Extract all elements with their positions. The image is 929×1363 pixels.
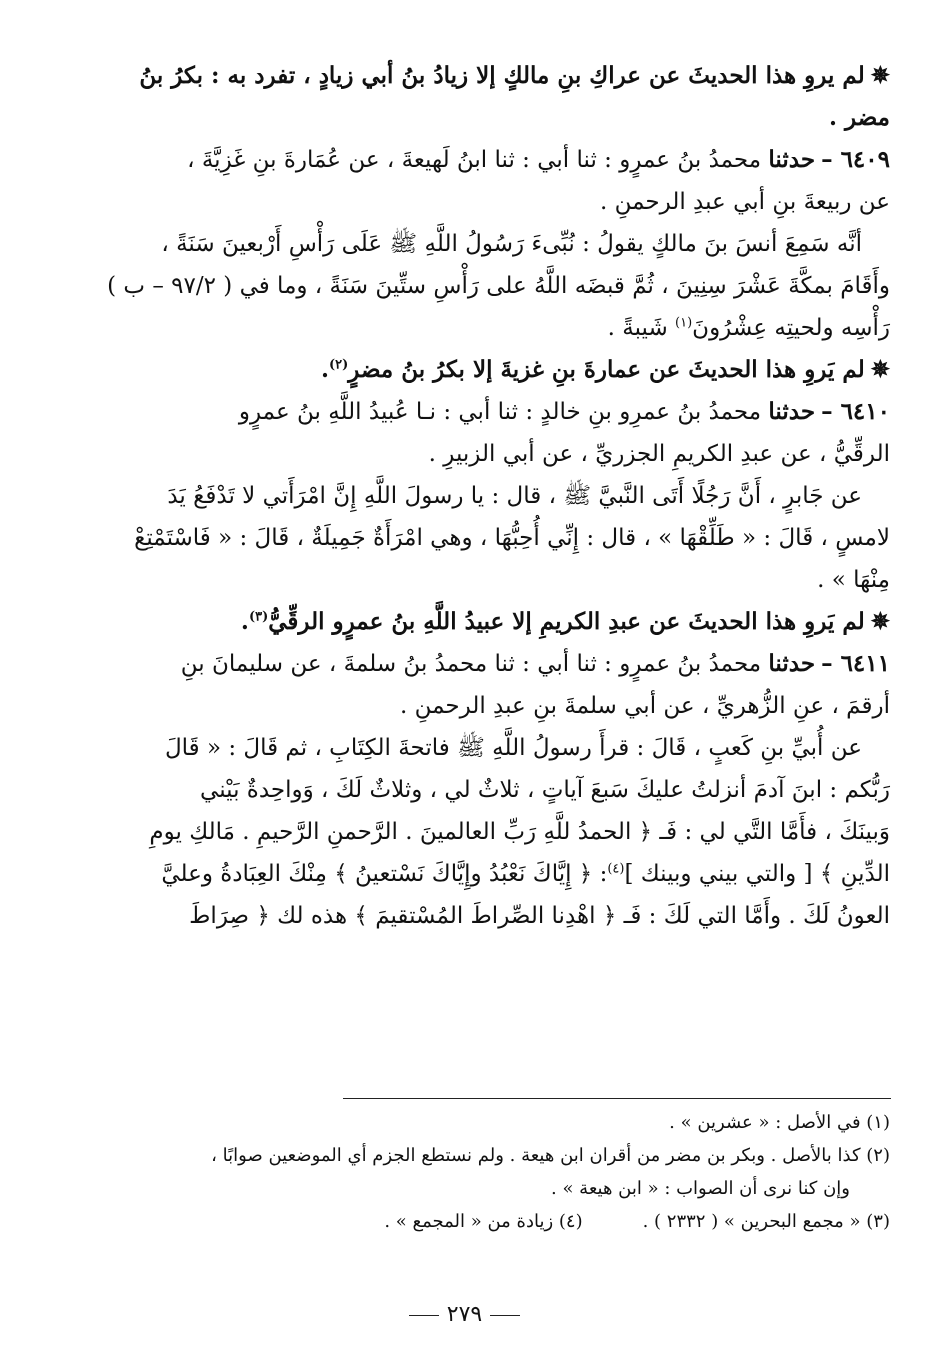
isnad-text: محمدُ بنُ عمرٍو : ثنا أبي : ثنا ابنُ لَهيعةَ ، عن عُمَارةَ بنِ غَزِيَّةَ ،: [187, 147, 762, 173]
footnote-ref: (٣): [248, 609, 269, 625]
editorial-note-3: [50, 604, 890, 640]
dash-left: [490, 1315, 520, 1316]
hadith-6410-matn-1: عن جَابرٍ ، أَنَّ رَجُلًا أَتَى النَّبيَّ ﷺ ، قال : يا رسولَ اللَّهِ إِنَّ امْرَأَتي لا تَدْفَعُ يَدَ: [167, 483, 862, 509]
hadith-number: ٦٤١١ –: [821, 650, 890, 677]
hadith-6409-matn-1: أنَّه سَمِعَ أنسَ بنَ مالكٍ يقولُ : نُبِّىءَ رَسُولُ اللَّهِ ﷺ عَلَى رَأْسِ أَرْبعينَ سَنَةً ،: [161, 231, 862, 257]
page-number-text: ٢٧٩: [446, 1302, 483, 1327]
note-end: .: [240, 608, 249, 635]
hadith-6411-isnad-cont: أرقمَ ، عنِ الزُّهريِّ ، عن أبي سلمةَ بنِ عبدِ الرحمنِ .: [400, 693, 890, 719]
narration-word: حدثنا: [768, 146, 816, 173]
hadith-6409-isnad: [50, 142, 890, 178]
footnote-4: (٤) زيادة من « المجمع » .: [384, 1211, 583, 1232]
editorial-note-1: [50, 58, 890, 94]
footnote-divider: [343, 1098, 891, 1099]
footnotes: [50, 1108, 890, 1240]
isnad-text: محمدُ بنُ عمرٍو : ثنا أبي : ثنا محمدُ بنُ سلمةَ ، عن سليمانَ بنِ: [180, 651, 762, 677]
matn-text: شَيبةً .: [607, 315, 668, 341]
hadith-6411-matn-5: العونُ لَكَ . وأَمَّا التي لَكَ : فَـ ﴿ اهْدِنا الصِّراطَ المُسْتقيمَ ﴾ هذه لك ﴿ صِرَاطَ: [189, 903, 890, 929]
hadith-6411-matn-4: [50, 856, 890, 892]
matn-text: الدِّينِ ﴾ [ والتي بيني وبينك ]: [624, 861, 890, 887]
footnote-2-cont: وإن كنا نرى أن الصواب : « ابن هيعة » .: [551, 1178, 850, 1199]
editorial-note-1-cont: مضر .: [829, 104, 890, 131]
narration-word: حدثنا: [768, 650, 816, 677]
hadith-6411-matn-2: رَبُّكم : ابنَ آدمَ أنزلتُ عليكَ سَبعَ آياتٍ ، ثلاثٌ لي ، وثلاثٌ لَكَ ، وَواحِدةٌ بَيْني: [200, 777, 890, 803]
star-icon: ✵: [870, 608, 890, 635]
editorial-note-2: [50, 352, 890, 388]
hadith-6409-matn-3: [50, 310, 890, 346]
hadith-number: ٦٤٠٩ –: [821, 146, 890, 173]
dash-right: [409, 1315, 439, 1316]
hadith-6410-isnad: [50, 394, 890, 430]
hadith-6410-matn-2: لامسٍ ، قَالَ : « طَلِّقْهَا » ، قال : إِنِّي أُحِبُّهَا ، وهي امْرَأَةٌ جَمِيلَةٌ ، قَالَ : « فَاسْتَمْتِعْ: [134, 525, 890, 551]
page-body: [50, 58, 890, 940]
star-icon: ✵: [870, 356, 890, 383]
hadith-6410-matn-3: مِنْهَا » .: [817, 567, 890, 593]
note-text: لم يَروِ هذا الحديثَ عن عبدِ الكريمِ إلا عبيدُ اللَّهِ بنُ عمرٍو الرقِّيُّ: [268, 608, 865, 635]
hadith-6409-matn-2: وأَقَامَ بمكَّةَ عَشْرَ سِنِينَ ، ثُمَّ قبضَه اللَّهُ على رَأْسِ ستِّينَ سَنَةً ، وما في ( ٩٧/٢ – ب ): [107, 273, 890, 299]
note-text: لم يَروِ هذا الحديثَ عن عمارةَ بنِ غزيةَ إلا بكرُ بنُ مضرٍ: [348, 356, 865, 383]
star-icon: ✵: [870, 62, 890, 89]
footnote-ref: (١): [675, 315, 693, 331]
matn-text: رَأْسِه ولحيتِه عِشْرُونَ: [692, 315, 890, 341]
hadith-6409-isnad-cont: عن ربيعةَ بنِ أبي عبدِ الرحمنِ .: [599, 189, 890, 215]
narration-word: حدثنا: [768, 398, 816, 425]
isnad-text: محمدُ بنُ عمرِو بنِ خالدٍ : ثنا أبي : نـا عُبيدُ اللَّهِ بنُ عمرٍو: [238, 399, 762, 425]
footnote-3: (٣) « مجمع البحرين » ( ٢٣٣٢ ) .: [642, 1211, 890, 1232]
page-number: [0, 1302, 929, 1327]
matn-text: : ﴿ إِيَّاكَ نَعْبُدُ وإِيَّاكَ نَسْتعينُ ﴾ مِنْكَ العِبَادةُ وعليَّ: [161, 861, 608, 887]
footnote-ref: (٢): [328, 357, 349, 373]
hadith-6411-isnad: [50, 646, 890, 682]
note-text: لم يروِ هذا الحديثَ عن عراكِ بنِ مالكٍ إلا زيادُ بنُ أبي زيادٍ ، تفرد به : بكرُ بنُ: [139, 62, 865, 89]
hadith-number: ٦٤١٠ –: [821, 398, 890, 425]
footnote-ref: (٤): [607, 861, 625, 877]
footnote-2: (٢) كذا بالأصل . وبكر بن مضر من أقران ابن هيعة . ولم نستطع الجزم أي الموضعين صوابًا ،: [211, 1145, 890, 1166]
footnote-row-3-4: [50, 1207, 890, 1237]
hadith-6411-matn-3: وَبينَكَ ، فأَمَّا التَّي لي : فَـ ﴿ الحمدُ للَّهِ رَبِّ العالمينَ . الرَّحمنِ الرَّحيمِ . مَالكِ يومِ: [149, 819, 890, 845]
footnote-1: (١) في الأصل : « عشرين » .: [669, 1112, 890, 1133]
hadith-6410-isnad-cont: الرقِّيُّ ، عن عبدِ الكريمِ الجزريِّ ، عن أبي الزبيرِ .: [428, 441, 890, 467]
note-end: .: [320, 356, 329, 383]
hadith-6411-matn-1: عن أُبيِّ بنِ كَعبٍ ، قَالَ : قرأَ رسولُ اللَّهِ ﷺ فاتحةَ الكِتَابِ ، ثم قَالَ : « قَالَ: [164, 735, 862, 761]
